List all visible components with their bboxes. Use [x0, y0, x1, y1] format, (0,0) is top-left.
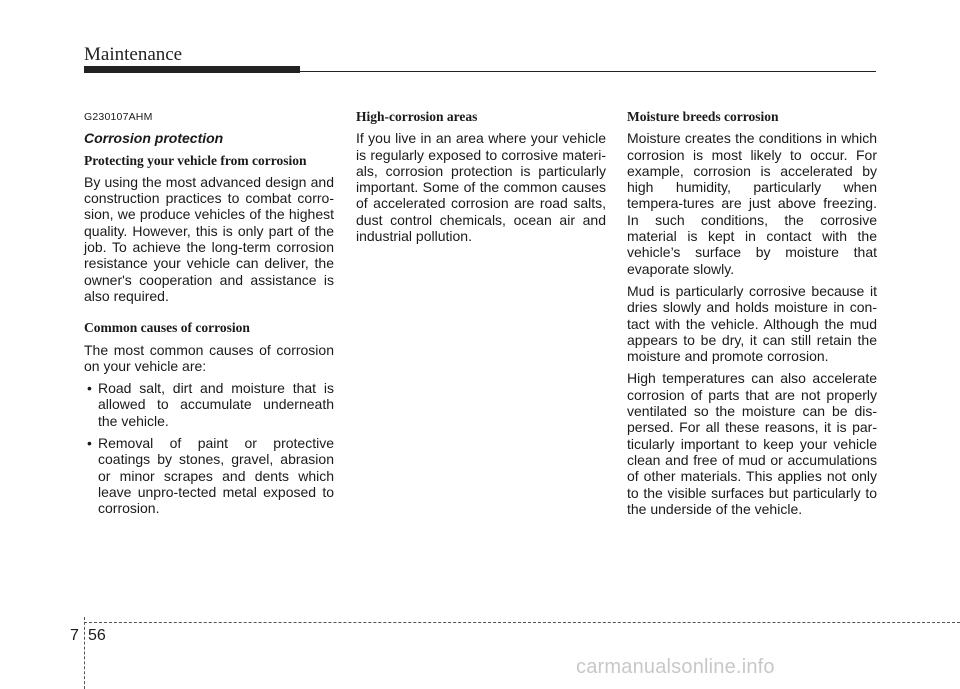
- watermark: carmanualsonline.info: [576, 656, 775, 678]
- column-right: [627, 109, 877, 523]
- subheading-moisture: Moisture breeds corrosion: [627, 109, 779, 124]
- paragraph-moisture-2: Mud is particularly corrosive because it dries slowly and holds moisture in con-tact with the vehicle. Although the mud appears to be dry, it can still retain the moisture and promote corrosion.: [627, 282, 877, 365]
- footer-rule: [84, 622, 960, 623]
- bullet-icon: •: [87, 435, 92, 452]
- header-rule: [300, 71, 876, 72]
- page-title: Maintenance: [84, 44, 183, 65]
- subheading-high-corrosion: High-corrosion areas: [356, 109, 478, 124]
- column-middle: [356, 109, 606, 250]
- list-item: [84, 380, 334, 429]
- chapter-number: 7: [70, 627, 79, 644]
- subheading-protecting: Protecting your vehicle from corrosion: [84, 152, 307, 168]
- paragraph-moisture-1: Moisture creates the conditions in which corrosion is most likely to occur. For example, corrosion is accelerated by high humidity, particularly when tempera-tures are just above freezing. In such conditions, the corrosive material is kept in contact with the vehicle’s surface by moisture that evaporate slowly.: [627, 130, 877, 277]
- list-item-text: Road salt, dirt and moisture that is allowed to accumulate underneath the vehicle.: [98, 380, 334, 429]
- page-number: 56: [88, 627, 106, 644]
- footer-divider: [84, 617, 85, 689]
- column-left: [84, 109, 334, 523]
- section-code: G230107AHM: [84, 111, 153, 123]
- paragraph-protecting: By using the most advanced design and construction practices to combat corro-sion, we produce vehicles of the highest quality. However, this is only part of the job. To achieve the long-term corrosion resistance your vehicle can deliver, the owner's cooperation and assistance is also required.: [84, 173, 334, 304]
- paragraph-common-intro: The most common causes of corrosion on your vehicle are:: [84, 341, 334, 374]
- subheading-common-causes: Common causes of corrosion: [84, 320, 250, 336]
- causes-list: [84, 380, 334, 516]
- header-bar: [84, 66, 300, 73]
- list-item-text: Removal of paint or protective coatings by stones, gravel, abrasion or minor scrapes and dents which leave unpro-tected metal exposed to corrosion.: [98, 435, 334, 517]
- bullet-icon: •: [87, 380, 92, 397]
- list-item: [84, 435, 334, 516]
- paragraph-high-corrosion: If you live in an area where your vehicle is regularly exposed to corrosive materi-als, corrosion protection is particularly important. Some of the common causes of accelerated corrosion are road salts, dust control chemicals, ocean air and industrial pollution.: [356, 130, 606, 245]
- paragraph-moisture-3: High temperatures can also accelerate corrosion of parts that are not properly ventilated so the moisture can be dis-persed. For all these reasons, it is par-ticularly important to keep your vehicle clean and free of mud or accumulations of other materials. This applies not only to the visible surfaces but particularly to the underside of the vehicle.: [627, 370, 877, 517]
- section-title: Corrosion protection: [84, 130, 224, 147]
